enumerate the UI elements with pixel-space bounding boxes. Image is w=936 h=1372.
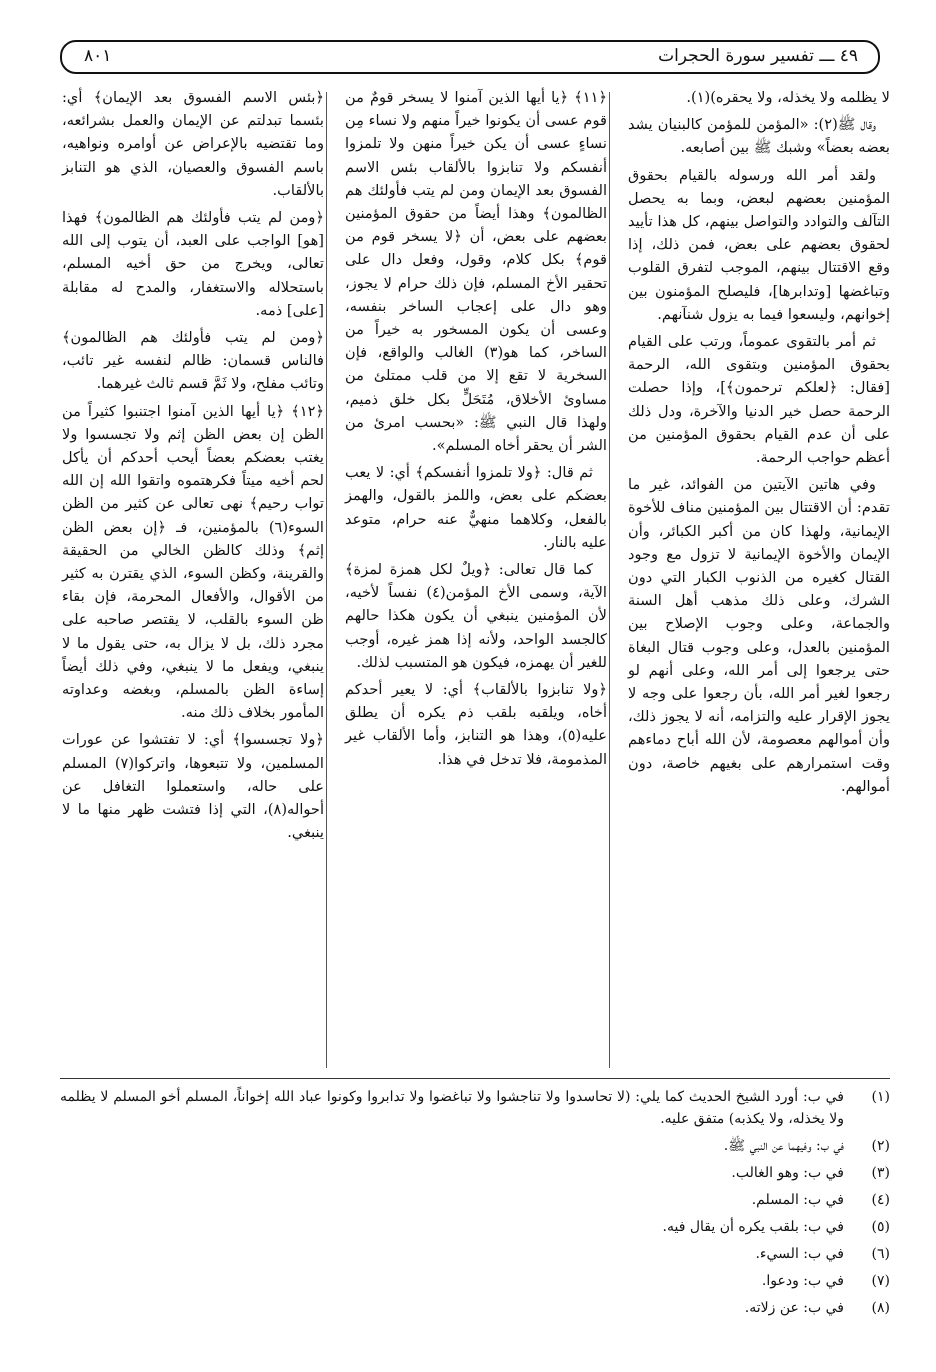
footnote-text: في ب: ودعوا. [761, 1273, 844, 1289]
paragraph: ثم أمر بالتقوى عموماً، ورتب على القيام بحقوق المؤمنين وبتقوى الله، الرحمة [فقال: ﴿لعلكم ترحمون﴾]، وإذا حصلت الرحمة حصل خير الدنيا والآخرة، ودل ذلك على أن عدم القيام بحقوق المؤمنين من أعظم حواجب الرحمة. [628, 333, 890, 467]
paragraph: كما قال تعالى: ﴿ويلٌ لكل همزة لمزة﴾ الآية، وسمى الأخ المؤمن(٤) نفساً لأخيه، لأن المؤمنين ينبغي أن يكون هكذا حالهم كالجسد الواحد، ولأنه إذا همز غيره، أوجب للغير أن يهمزه، فيكون هو المتسبب لذلك. [345, 561, 607, 671]
footnote [60, 1086, 890, 1130]
footnote-separator [60, 1078, 890, 1079]
footnote-text: في ب: وهو الغالب. [731, 1165, 844, 1181]
running-header [60, 40, 880, 74]
footnote-number: (١) [871, 1089, 890, 1105]
paragraph: ولقد أمر الله ورسوله بالقيام بحقوق المؤمنين بعضهم لبعض، وبما به يحصل التآلف والتوادد والتواصل بينهم، كل هذا تأييد لحقوق بعضهم على بعض، فمن ذلك، إذا وقع الاقتتال بينهم، الموجب لتفرق القلوب وتباغضها [وتدابرها]، فليصلح المؤمنون بين إخوانهم، وليسعوا فيما به يزول شنآنهم. [628, 166, 890, 323]
column-left [62, 86, 324, 849]
paragraph: لا يظلمه ولا يخذله، ولا يحقره)(١). [686, 89, 890, 106]
paragraph: ﴿١١﴾ ﴿يا أيها الذين آمنوا لا يسخر قومٌ من قوم عسى أن يكونوا خيراً منهم ولا نساء مِن نساءٍ عسى أن يكن خيراً منهن ولا تلمزوا أنفسكم ولا تنابزوا بالألقاب بئس الاسم الفسوق بعد الإيمان ومن لم يتب فأولئك هم الظالمون﴾ وهذا أيضاً من حقوق المؤمنين بعضهم على بعض، أن ﴿لا يسخر قوم من قوم﴾ بكل كلام، وقول، وفعل دال على تحقير الأخ المسلم، فإن ذلك حرام لا يجوز، وهو دال على إعجاب الساخر بنفسه، وعسى أن يكون المسخور به خيراً من الساخر، كما هو(٣) الغالب والواقع، فإن السخرية لا تقع إلا من قلب ممتلئ من مساوئ الأخلاق، مُتَحَلٍّ بكل خلق ذميم، ولهذا قال النبي ﷺ: «بحسب امرئ من الشر أن يحقر أخاه المسلم». [345, 89, 607, 455]
footnote [60, 1162, 890, 1184]
column-right [628, 86, 890, 802]
header-title: ٤٩ ـــ تفسير سورة الحجرات [658, 46, 858, 66]
footnote [60, 1270, 890, 1292]
footnote-number: (٢) [871, 1138, 890, 1154]
paragraph: وقال ﷺ(٢): «المؤمن للمؤمن كالبنيان يشد بعضه بعضاً» وشبك ﷺ بين أصابعه. [628, 116, 890, 157]
footnote [60, 1243, 890, 1265]
footnote [60, 1135, 890, 1157]
footnote-text: في ب: بلقب يكره أن يقال فيه. [662, 1219, 844, 1235]
footnote [60, 1189, 890, 1211]
footnote-number: (٧) [871, 1273, 890, 1289]
footnote-text: في ب: وفيهما عن النبي ﷺ. [723, 1138, 844, 1154]
footnote-number: (٥) [871, 1219, 890, 1235]
paragraph: وفي هاتين الآيتين من الفوائد، غير ما تقدم: أن الاقتتال بين المؤمنين مناف للأخوة الإيمانية، ولهذا كان من أكبر الكبائر، وأن الإيمان والأخوة الإيمانية لا تزول مع وجود القتال كغيره من الذنوب الكبار التي دون الشرك، وعلى ذلك مذهب أهل السنة والجماعة، وعلى وجوب الإصلاح بين المؤمنين بالعدل، وعلى وجوب قتال البغاة حتى يرجعوا إلى أمر الله، وعلى أنهم لو رجعوا لغير أمر الله، بأن رجعوا على وجه لا يجوز الإقرار عليه والتزامه، أنه لا يجوز ذلك، وأن أموالهم معصومة، لأن الله أباح دماءهم وقت استمرارهم على بغيهم خاصة، دون أموالهم. [628, 476, 890, 795]
paragraph: ﴿ولا تجسسوا﴾ أي: لا تفتشوا عن عورات المسلمين، ولا تتبعوها، واتركوا(٧) المسلم على حاله، واستعملوا التغافل عن أحواله(٨)، التي إذا فتشت ظهر منها ما لا ينبغي. [62, 731, 324, 842]
footnote [60, 1216, 890, 1238]
footnote-number: (٣) [871, 1165, 890, 1181]
paragraph: ﴿ولا تنابزوا بالألقاب﴾ أي: لا يعير أحدكم أخاه، ويلقبه بلقب ذم يكره أن يطلق عليه(٥)، وهذا هو التنابز، وأما الألقاب غير المذمومة، فلا تدخل في هذا. [345, 681, 607, 768]
paragraph: ثم قال: ﴿ولا تلمزوا أنفسكم﴾ أي: لا يعب بعضكم على بعض، واللمز بالقول، والهمز بالفعل، وكلاهما منهيٌّ عنه حرام، متوعد عليه بالنار. [345, 464, 607, 551]
footnote-number: (٨) [871, 1300, 890, 1316]
footnote-text: في ب: عن زلاته. [744, 1300, 844, 1316]
paragraph: ﴿بئس الاسم الفسوق بعد الإيمان﴾ أي: بئسما تبدلتم عن الإيمان والعمل بشرائعه، وما تقتضيه بالإعراض عن أوامره ونواهيه، باسم الفسوق والعصيان، الذي هو التنابز بالألقاب. [62, 89, 324, 199]
paragraph: ﴿١٢﴾ ﴿يا أيها الذين آمنوا اجتنبوا كثيراً من الظن إن بعض الظن إثم ولا تجسسوا ولا يغتب بعضكم بعضاً أيحب أحدكم أن يأكل لحم أخيه ميتاً فكرهتموه واتقوا الله إن الله تواب رحيم﴾ نهى تعالى عن كثير من الظن السوء(٦) بالمؤمنين، فـ ﴿إن بعض الظن إثم﴾ وذلك كالظن الخالي من الحقيقة والقرينة، وكظن السوء، الذي يقترن به كثير من الأقوال، والأفعال المحرمة، فإن بقاء ظن السوء بالقلب، لا يقتصر صاحبه على مجرد ذلك، بل لا يزال به، حتى يقول ما لا ينبغي، ويفعل ما لا ينبغي، وفي ذلك أيضاً إساءة الظن بالمسلم، وبغضه وعداوته المأمور بخلاف ذلك منه. [62, 402, 324, 722]
page-number: ٨٠١ [84, 46, 112, 66]
footnote-number: (٤) [871, 1192, 890, 1208]
paragraph: ﴿ومن لم يتب فأولئك هم الظالمون﴾ فالناس قسمان: ظالم لنفسه غير تائب، وتائب مفلح، ولا ثَمَّ قسم ثالث غيرهما. [62, 329, 324, 393]
footnote-text: في ب: المسلم. [751, 1192, 844, 1208]
body-columns [60, 86, 890, 1078]
footnote [60, 1297, 890, 1319]
footnote-number: (٦) [871, 1246, 890, 1262]
paragraph: ﴿ومن لم يتب فأولئك هم الظالمون﴾ فهذا [هو] الواجب على العبد، أن يتوب إلى الله تعالى، ويخرج من حق أخيه المسلم، باستحلاله والاستغفار، والمدح له مقابلة [على] ذمه. [62, 209, 324, 319]
column-middle [345, 86, 607, 775]
footnote-text: في ب: أورد الشيخ الحديث كما يلي: (لا تحاسدوا ولا تناجشوا ولا تباغضوا ولا تدابروا وكونوا عباد الله إخواناً، المسلم أخو المسلم لا يظلمه ولا يخذله، ولا يكذبه) متفق عليه. [60, 1089, 844, 1127]
footnotes [60, 1086, 890, 1324]
footnote-text: في ب: السيء. [755, 1246, 844, 1262]
